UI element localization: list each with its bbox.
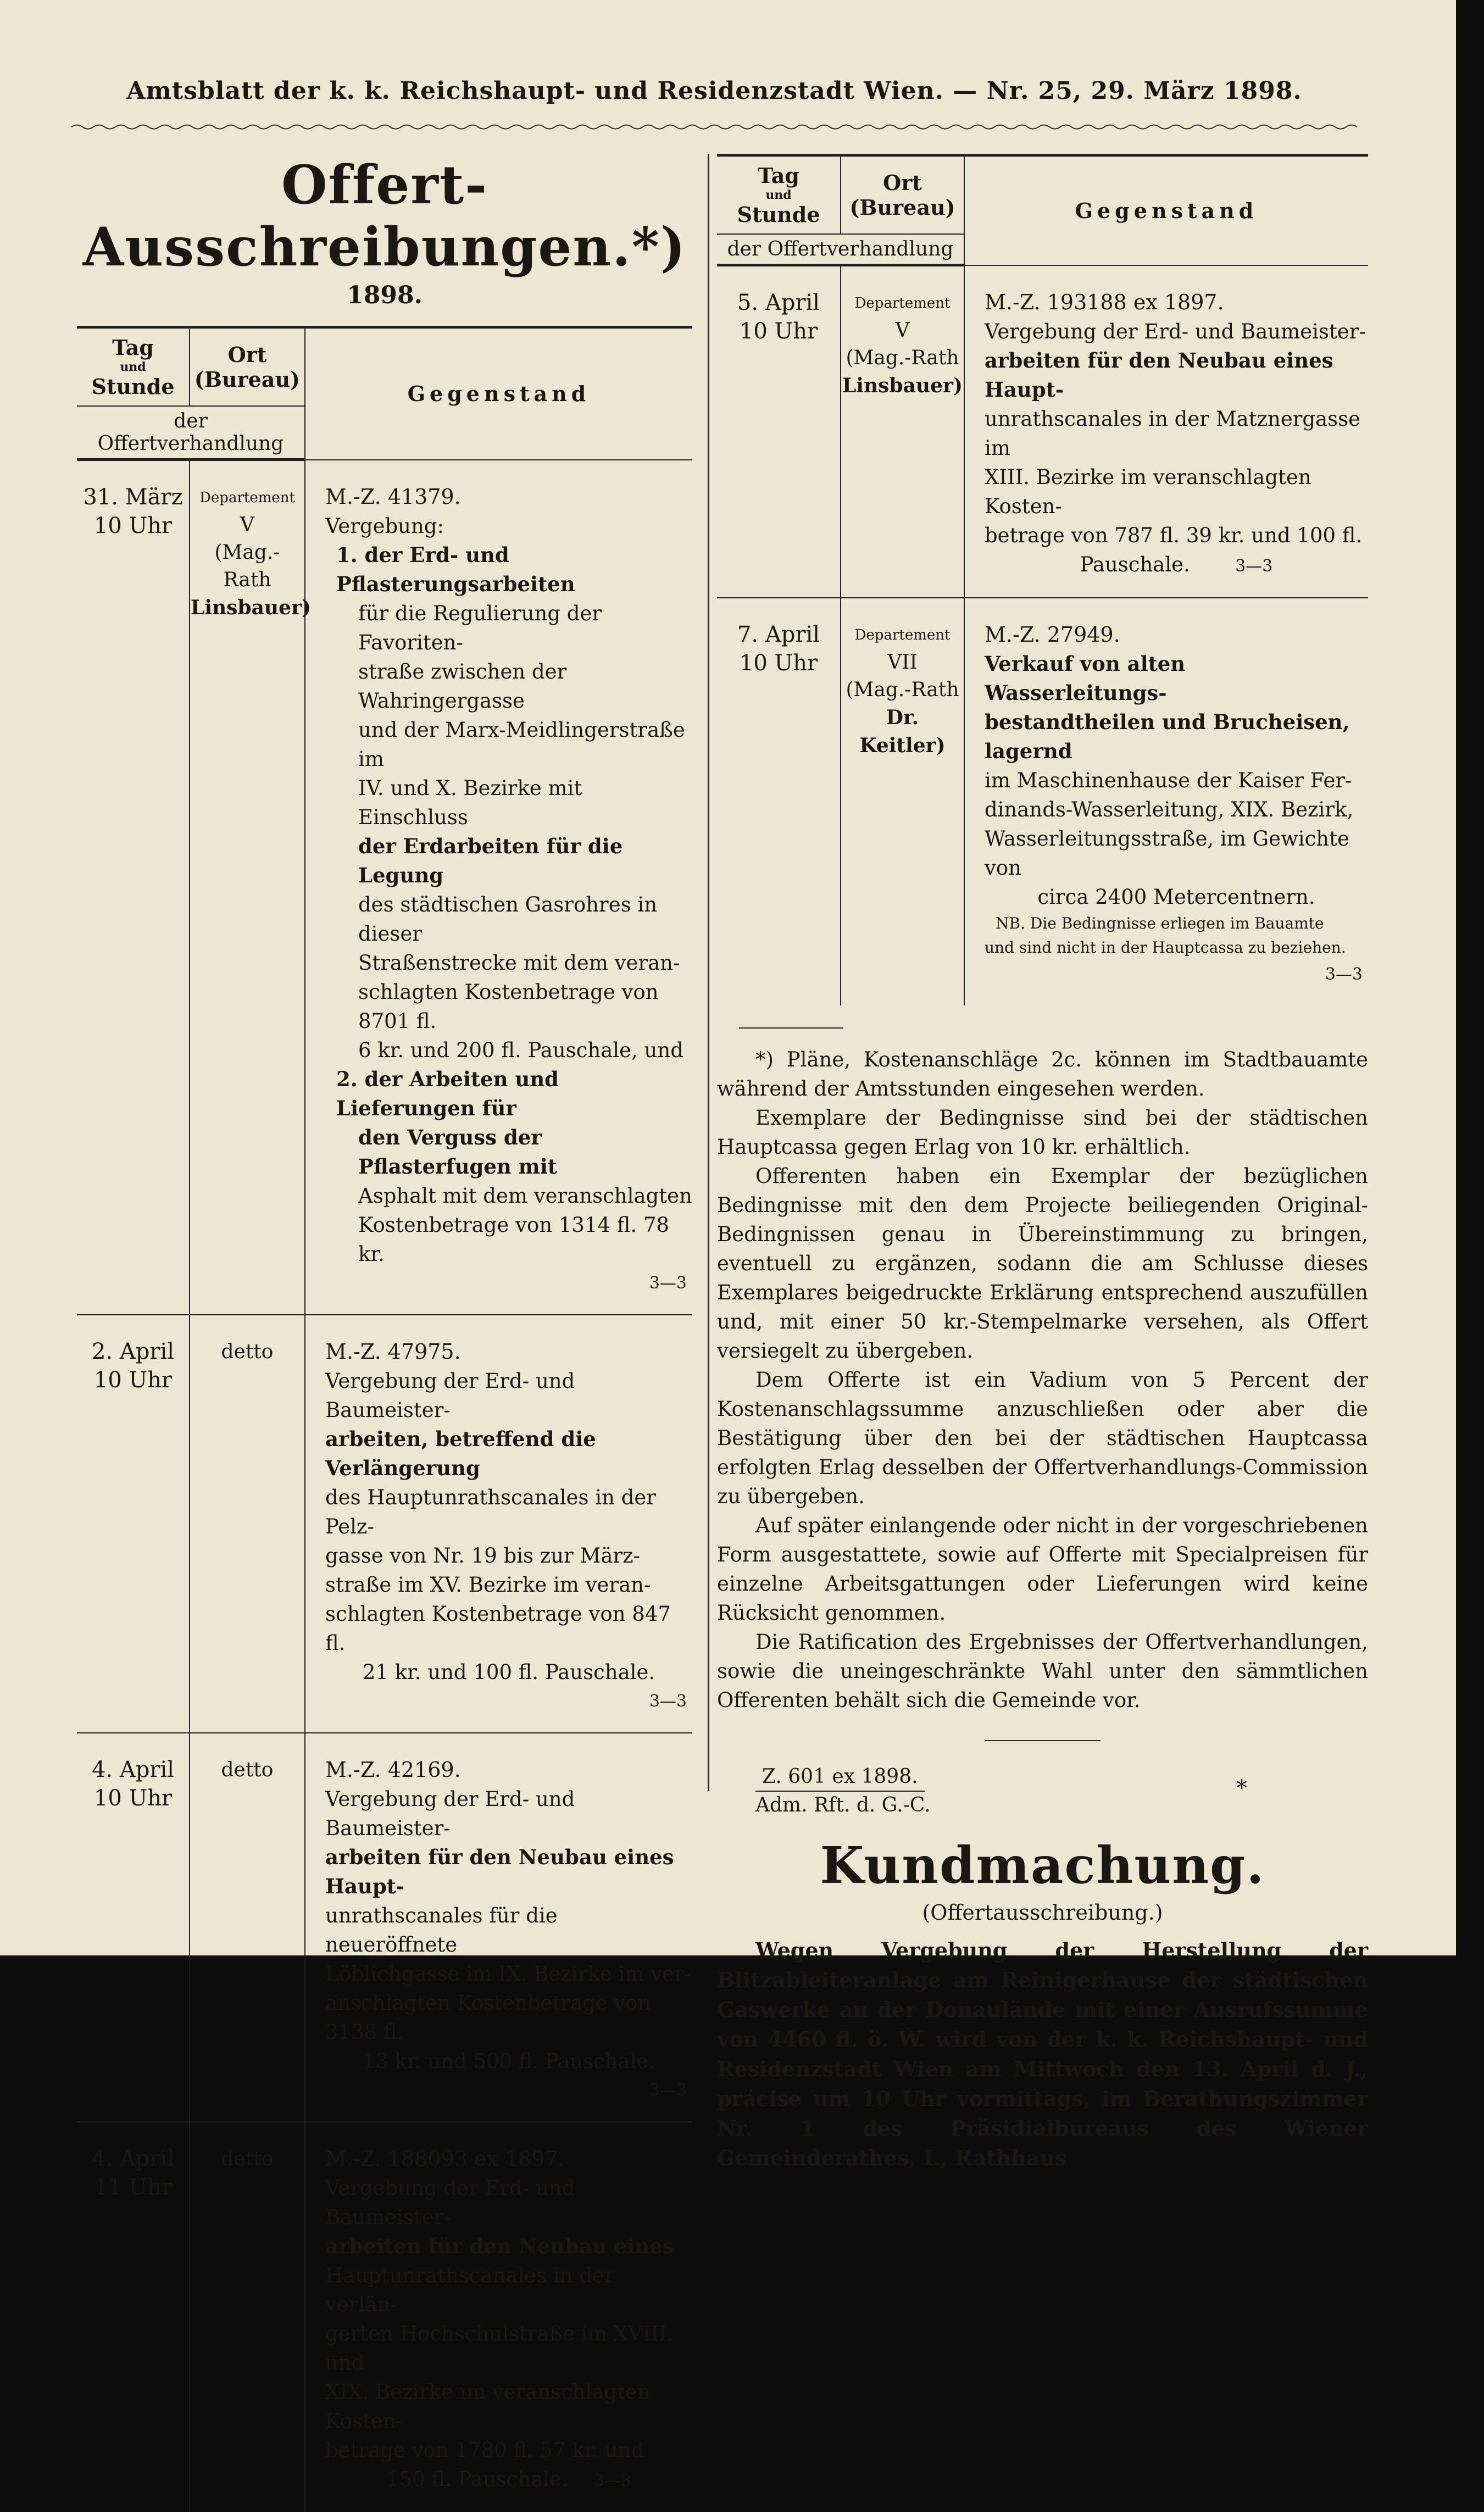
subject-line: Vergebung:	[325, 514, 444, 538]
offer-department	[841, 598, 964, 1005]
col-head-footer: der Offertverhandlung	[717, 234, 964, 265]
dept-number: V	[240, 514, 254, 536]
offer-date	[77, 2122, 190, 2512]
dept-name: Linsbauer)	[191, 596, 312, 619]
subject-line: XIX. Bezirke im veranschlagten Kosten-	[325, 2380, 651, 2433]
offer-row	[77, 460, 692, 1315]
kund-text	[717, 1936, 1368, 2173]
subject-line: und der Marx-Meidlingerstraße im	[358, 718, 685, 771]
col-head-day	[717, 155, 841, 235]
offer-ref: M.-Z. 47975.	[325, 1339, 461, 1364]
offer-subject	[305, 2122, 692, 2512]
col-head-und: und	[765, 188, 792, 202]
subject-line: 13 kr. und 500 fl. Pauschale.	[362, 2049, 655, 2073]
offer-department	[841, 265, 964, 598]
kund-reference	[717, 1763, 1368, 1819]
subject-line: unrathscanales für die neueröffnete	[325, 1903, 558, 1957]
subject-line: IV. und X. Bezirke mit Einschluss	[358, 776, 582, 829]
nb-note: NB. Die Bedingnisse erliegen im Bauamte	[996, 914, 1324, 932]
kund-paragraph: Wegen Vergebung der Herstellung der Blitzableiteranlage am Reinigerhause der städtischen Gaswerke an der Donaulände mit einer Ausrufssumme von 4460 fl. ö. W. wird von der k. k. Reichshaupt- und Residenzstadt Wien am Mittwoch den 13. April d. J., präcise um 10 Uhr vormittags, im Berathungszimmer Nr. 1 des Präsidialbureaus des Wiener Gemeinderathes, I., Rathhaus	[717, 1937, 1368, 2170]
subject-line: Vergebung der Erd- und Baumeister-	[325, 2176, 575, 2229]
note-paragraph: *) Pläne, Kostenanschläge 2c. können im Stadtbauamte während der Amtsstunden eingesehen werden.	[717, 1047, 1368, 1101]
offer-hour: 11 Uhr	[93, 2174, 173, 2200]
subject-line: 1. der Erd- und Pflasterungsarbeiten	[336, 542, 575, 596]
offer-department: detto	[190, 1733, 305, 2122]
subject-line: schlagten Kostenbetrage von 8701 fl.	[358, 980, 659, 1033]
section-year: 1898.	[347, 281, 423, 309]
dept-name: Linsbauer)	[842, 374, 963, 397]
col-head-hour-label: Stunde	[737, 202, 820, 227]
footnote-rule	[739, 1027, 843, 1029]
dept-mag: (Mag.-Rath	[846, 347, 959, 369]
note-paragraph: Die Ratification des Ergebnisses der Offertverhandlungen, sowie die uneingeschränkte Wahl unter den sämmtlichen Offerenten behält sich die Gemeinde vor.	[717, 1630, 1368, 1712]
subject-line: 150 fl. Pauschale.	[386, 2467, 568, 2491]
subject-line: arbeiten für den Neubau eines Haupt-	[325, 1844, 674, 1898]
subject-line: bestandtheilen und Brucheisen, lagernd	[985, 709, 1350, 763]
offer-date	[77, 1733, 190, 2122]
subject-line: Vergebung der Erd- und Baumeister-	[325, 1787, 575, 1840]
subject-line: gerten Hochschulstraße im XVIII. und	[325, 2321, 674, 2375]
col-head-day-label: Tag	[112, 335, 154, 360]
continuation-mark: *	[1236, 1776, 1247, 1801]
nb-note: und sind nicht in der Hauptcassa zu beziehen.	[985, 938, 1346, 957]
subject-line: Pauschale.	[1080, 552, 1190, 576]
offer-hour: 10 Uhr	[93, 513, 173, 538]
offer-department: detto	[190, 1315, 305, 1733]
offer-hour: 10 Uhr	[739, 319, 818, 344]
subject-line: des Hauptunrathscanales in der Pelz-	[325, 1485, 656, 1538]
col-head-subject	[305, 327, 692, 460]
subject-line: unrathscanales in der Matznergasse im	[985, 407, 1361, 460]
subject-line: 21 kr. und 100 fl. Pauschale.	[362, 1660, 655, 1684]
subject-line: circa 2400 Metercentnern.	[1037, 885, 1315, 909]
column-divider	[708, 154, 709, 1791]
note-paragraph: Exemplare der Bedingnisse sind bei der städtischen Hauptcassa gegen Erlag von 10 kr. erhältlich.	[717, 1105, 1368, 1159]
offer-date	[77, 460, 190, 1315]
offer-subject	[305, 1733, 692, 2122]
offer-day: 31. März	[83, 485, 183, 510]
subject-line: straße zwischen der Wahringergasse	[358, 659, 567, 713]
col-head-footer: der Offertverhandlung	[77, 406, 305, 460]
subject-line: Vergebung der Erd- und Baumeister-	[985, 319, 1366, 343]
section-title: Offert-Ausschreibungen.*)	[82, 154, 687, 278]
col-head-place-label: Ort	[883, 170, 922, 195]
subject-line-with-mark	[985, 550, 1368, 581]
offer-row	[77, 1315, 692, 1733]
col-head-hour-label: Stunde	[91, 374, 175, 399]
subject-line: arbeiten, betreffend die Verlängerung	[325, 1426, 596, 1480]
subject-line: Asphalt mit dem veranschlagten	[358, 1183, 692, 1208]
offer-ref: M.-Z. 27949.	[985, 622, 1120, 647]
subject-line: dinands-Wasserleitung, XIX. Bezirk,	[985, 797, 1354, 821]
offer-day: 7. April	[737, 621, 820, 647]
subject-line: betrage von 787 fl. 39 kr. und 100 fl.	[985, 523, 1363, 547]
subject-line: straße im XV. Bezirke im veran-	[325, 1572, 651, 1597]
subject-line: den Verguss der Pflasterfugen mit	[358, 1125, 557, 1179]
col-head-place	[841, 155, 964, 235]
insertion-mark: 3—3	[1325, 964, 1363, 984]
subject-line: Vergebung der Erd- und Baumeister-	[325, 1369, 575, 1422]
right-column	[717, 154, 1368, 2173]
subject-line: Löblichgasse im IX. Bezirke im ver-	[325, 1961, 691, 1986]
note-paragraph: Dem Offerte ist ein Vadium von 5 Percent der Kostenanschlagssumme anzuschließen oder aber die Bestätigung über den bei der städtischen Hauptcassa erfolgten Erlag desselben der Offertverhandlungs-Commission zu übergeben.	[717, 1368, 1368, 1508]
subject-line: gasse von Nr. 19 bis zur März-	[325, 1543, 641, 1568]
col-head-bureau-label: (Bureau)	[194, 367, 301, 392]
col-head-place-label: Ort	[227, 342, 267, 367]
offer-ref: M.-Z. 188093 ex 1897.	[325, 2146, 565, 2171]
subject-line: des städtischen Gasrohres in dieser	[358, 892, 658, 946]
subject-line: der Erdarbeiten für die Legung	[358, 833, 623, 887]
subject-line: betrage von 1780 fl. 57 kr. und	[325, 2438, 644, 2462]
subject-line: 6 kr. und 200 fl. Pauschale, und	[358, 1038, 683, 1062]
dept-label: Departement	[199, 490, 295, 506]
dept-number: VII	[887, 651, 918, 674]
note-paragraph: Auf später einlangende oder nicht in der vorgeschriebenen Form ausgestattete, sowie auf Offerte mit Specialpreisen für einzelne Arbeitsgattungen oder Lieferungen wird keine Rücksicht genommen.	[717, 1513, 1368, 1625]
offer-table-right	[717, 154, 1368, 1005]
col-head-place	[190, 327, 305, 407]
subject-line: XIII. Bezirke im veranschlagten Kosten-	[985, 465, 1311, 518]
offer-department: detto	[190, 2122, 305, 2512]
offer-ref: M.-Z. 42169.	[325, 1757, 461, 1782]
subject-line: Kostenbetrage von 1314 fl. 78 kr.	[358, 1213, 670, 1266]
offer-day: 4. April	[91, 2146, 175, 2171]
col-head-day-label: Tag	[758, 163, 799, 188]
dept-mag: (Mag.-Rath	[214, 541, 280, 591]
col-head-day	[77, 327, 190, 407]
offer-day: 4. April	[91, 1757, 175, 1782]
subject-line: schlagten Kostenbetrage von 847 fl.	[325, 1602, 671, 1655]
offer-subject	[305, 1315, 692, 1733]
offer-hour: 10 Uhr	[93, 1367, 173, 1393]
page-header: Amtsblatt der k. k. Reichshaupt- und Residenzstadt Wien. — Nr. 25, 29. März 1898.	[126, 77, 1302, 105]
note-paragraph: Offerenten haben ein Exemplar der bezüglichen Bedingnisse mit den dem Projecte beiliegenden Original-Bedingnissen genau in Übereinstimmung zu bringen, eventuell zu ergänzen, sodann die am Schlusse dieses Exemplares beigedruckte Erklärung entsprechend auszufüllen und, mit einer 50 kr.-Stempelmarke versehen, als Offert versiegelt zu übergeben.	[717, 1164, 1368, 1363]
offer-row	[77, 1733, 692, 2122]
offer-date	[717, 265, 841, 598]
section-rule	[985, 1740, 1101, 1741]
offer-subject	[964, 265, 1368, 598]
insertion-mark: 3—3	[649, 1273, 687, 1293]
offer-hour: 10 Uhr	[93, 1785, 173, 1811]
offer-hour: 10 Uhr	[739, 650, 818, 676]
subject-line: arbeiten für den Neubau eines Haupt-	[985, 348, 1333, 402]
offer-row	[717, 598, 1368, 1005]
offer-ref: M.-Z. 193188 ex 1897.	[985, 290, 1224, 314]
subject-line: Straßenstrecke mit dem veran-	[358, 951, 680, 975]
subject-line: arbeiten für den Neubau eines	[325, 2233, 674, 2258]
dept-number: V	[895, 319, 910, 342]
left-column	[77, 148, 692, 2512]
subject-line: Verkauf von alten Wasserleitungs-	[985, 651, 1186, 705]
offer-table-left	[77, 326, 692, 2512]
offer-row	[717, 265, 1368, 598]
dept-label: Departement	[854, 295, 951, 312]
offer-department	[190, 460, 312, 1315]
insertion-mark: 3—3	[593, 2471, 632, 2491]
header-wavy-rule	[71, 122, 1357, 132]
offer-day: 5. April	[737, 290, 820, 315]
dept-name: Dr. Keitler)	[859, 705, 946, 757]
subject-line: anschlagten Kostenbetrage von 3138 fl.	[325, 1991, 651, 2044]
col-head-subject	[964, 155, 1368, 265]
kund-subtitle: (Offertausschreibung.)	[922, 1900, 1163, 1925]
notes-block	[717, 1045, 1368, 1715]
subject-line: für die Regulierung der Favoriten-	[358, 601, 602, 654]
col-head-bureau-label: (Bureau)	[849, 195, 955, 220]
insertion-mark: 3—3	[649, 1691, 687, 1711]
insertion-mark: 3—3	[1235, 556, 1273, 576]
col-head-subject-label: Gegenstand	[407, 381, 591, 407]
kund-title: Kundmachung.	[820, 1835, 1265, 1895]
ref-number: Z. 601 ex 1898.	[755, 1763, 925, 1792]
offer-row	[77, 2122, 692, 2512]
subject-line: Wasserleitungsstraße, im Gewichte von	[985, 826, 1349, 880]
dept-mag: (Mag.-Rath	[846, 678, 959, 701]
insertion-mark: 3—3	[649, 2080, 687, 2100]
subject-line: 2. der Arbeiten und Lieferungen für	[336, 1066, 559, 1120]
subject-line: Hauptunrathscanales in der verlän-	[325, 2263, 614, 2316]
dept-label: Departement	[854, 626, 951, 643]
subject-line: im Maschinenhause der Kaiser Fer-	[985, 768, 1352, 792]
subject-line-with-mark	[325, 2465, 692, 2496]
offer-day: 2. April	[91, 1338, 175, 1364]
offer-date	[717, 598, 841, 1005]
col-head-und: und	[120, 360, 146, 374]
ref-admin: Adm. Rft. d. G.-C.	[755, 1793, 931, 1816]
offer-ref: M.-Z. 41379.	[325, 484, 461, 509]
offer-subject	[964, 598, 1368, 1005]
offer-date	[77, 1315, 190, 1733]
offer-subject	[305, 460, 692, 1315]
col-head-subject-label: Gegenstand	[1075, 198, 1258, 223]
